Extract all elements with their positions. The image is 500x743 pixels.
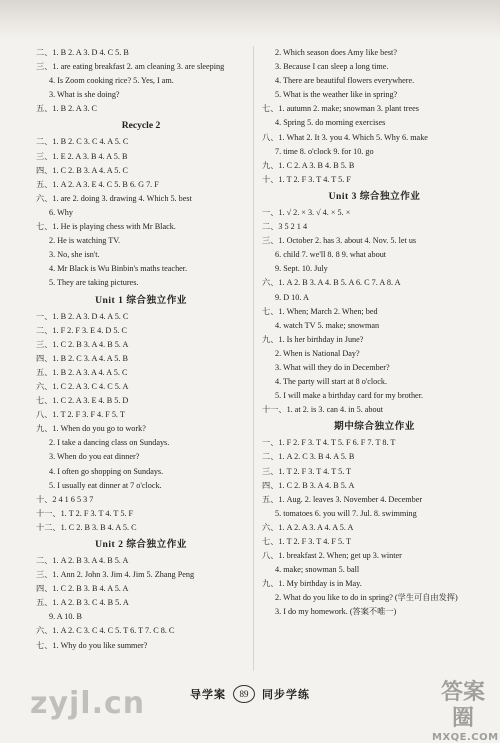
answer-line: 4. Spring 5. do morning exercises: [275, 118, 386, 128]
answer-line: 四、1. C 2. B 3. A 4. B 5. A: [262, 480, 355, 490]
answer-line: 十二、1. C 2. B 3. B 4. A 5. C: [36, 522, 137, 532]
answer-line: 7. time 8. o'clock 9. for 10. go: [275, 146, 374, 156]
answer-line: 三、1. Ann 2. John 3. Jim 4. Jim 5. Zhang Peng: [36, 570, 195, 580]
answer-line: 一、1. B 2. A 3. D 4. A 5. C: [36, 311, 129, 321]
answer-line: 2. He is watching TV.: [49, 236, 121, 246]
answer-line: 4. The party will start at 8 o'clock.: [275, 377, 388, 387]
answer-line: 七、1. C 2. A 3. E 4. B 5. D: [36, 396, 129, 406]
answer-line: 5. tomatoes 6. you will 7. Jul. 8. swimming: [275, 508, 417, 518]
answer-line: 五、1. B 2. A 3. A 4. A 5. C: [36, 367, 128, 377]
answer-line: 4. There are beautiful flowers everywhere.: [275, 76, 415, 86]
answer-line: 4. make; snowman 5. ball: [275, 565, 360, 575]
answer-line: 十一、1. T 2. F 3. T 4. T 5. F: [36, 508, 134, 518]
answer-line: 五、1. A 2. A 3. E 4. C 5. B 6. G 7. F: [36, 179, 159, 189]
answer-line: 九、1. When do you go to work?: [36, 424, 146, 434]
answer-line: 二、1. A 2. B 3. A 4. B 5. A: [36, 556, 129, 565]
answer-line: 6. child 7. we'll 8. 8 9. what about: [275, 250, 387, 260]
answer-line: 3. I do my homework. (答案不唯一): [275, 607, 397, 617]
column-divider: [253, 46, 254, 671]
answer-line: 十、1. T 2. F 3. T 4. T 5. F: [262, 174, 351, 184]
answer-line: 六、1. C 2. A 3. C 4. C 5. A: [36, 381, 129, 391]
answer-line: 八、1. T 2. F 3. F 4. F 5. T: [36, 410, 125, 420]
answer-line: 九、1. C 2. A 3. B 4. B 5. B: [262, 160, 355, 170]
answer-line: 七、1. When; March 2. When; bed: [262, 306, 378, 316]
answer-line: 3. What is she doing?: [49, 90, 120, 100]
answer-line: 一、1. F 2. F 3. T 4. T 5. F 6. F 7. T 8. T: [262, 438, 396, 448]
footer-title-left: 导学案: [190, 689, 226, 701]
answer-line: 四、1. B 2. C 3. A 4. A 5. B: [36, 353, 128, 363]
answer-line: 八、1. What 2. It 3. you 4. Which 5. Why 6. make: [262, 132, 428, 142]
answer-line: 九、1. Is her birthday in June?: [262, 334, 364, 344]
section-heading: Unit 3 综合独立作业: [328, 190, 421, 202]
right-answer-column: [262, 46, 487, 620]
answer-line: 四、1. C 2. B 3. B 4. A 5. A: [36, 584, 129, 594]
answer-line: 五、1. B 2. A 3. C: [36, 104, 97, 114]
answer-line: 5. I will make a birthday card for my brother.: [275, 391, 424, 401]
answer-line: 三、1. are eating breakfast 2. am cleaning 3. are sleeping: [36, 62, 225, 72]
page-footer: [0, 685, 500, 703]
answer-line: 4. Is Zoom cooking rice? 5. Yes, I am.: [49, 76, 174, 86]
answer-line: 4. Mr Black is Wu Binbin's maths teacher.: [49, 264, 188, 274]
answer-line: 六、1. A 2. A 3. A 4. A 5. A: [262, 522, 354, 532]
answer-line: 9. D 10. A: [275, 292, 309, 302]
answer-line: 四、1. C 2. B 3. A 4. A 5. C: [36, 165, 128, 175]
answer-line: 六、1. A 2. B 3. A 4. B 5. A 6. C 7. A 8. A: [262, 278, 401, 288]
answer-line: 3. What will they do in December?: [275, 362, 390, 372]
answer-line: 9. A 10. B: [49, 612, 82, 622]
answer-line: 二、3 5 2 1 4: [262, 222, 308, 232]
footer-title-right: 同步学练: [262, 689, 310, 701]
answer-line: 五、1. Aug. 2. leaves 3. November 4. December: [262, 494, 423, 504]
answer-line: 六、1. are 2. doing 3. drawing 4. Which 5. best: [36, 193, 192, 203]
answer-line: 二、1. B 2. A 3. D 4. C 5. B: [36, 48, 129, 57]
answer-line: 十、2 4 1 6 5 3 7: [36, 494, 94, 504]
answer-line: 3. No, she isn't.: [49, 250, 100, 260]
answer-line: 一、1. √ 2. × 3. √ 4. × 5. ×: [262, 207, 351, 217]
answer-line: 5. What is the weather like in spring?: [275, 90, 398, 100]
answer-line: 十一、1. at 2. is 3. can 4. in 5. about: [262, 405, 383, 415]
answer-line: 三、1. T 2. F 3. T 4. T 5. T: [262, 466, 352, 476]
page-number: 89: [233, 685, 255, 703]
answer-line: 二、1. F 2. F 3. E 4. D 5. C: [36, 325, 127, 335]
answer-line: 三、1. C 2. B 3. A 4. B 5. A: [36, 339, 129, 349]
page-top-shadow: [0, 0, 500, 40]
answer-line: 五、1. A 2. B 3. C 4. B 5. A: [36, 598, 129, 608]
section-heading: Recycle 2: [121, 120, 161, 132]
answer-line: 4. I often go shopping on Sundays.: [49, 466, 164, 476]
answer-line: 七、1. autumn 2. make; snowman 3. plant trees: [262, 104, 419, 114]
answer-line: 二、1. B 2. C 3. C 4. A 5. C: [36, 137, 129, 147]
answer-line: 5. I usually eat dinner at 7 o'clock.: [49, 480, 162, 490]
section-heading: Unit 2 综合独立作业: [95, 539, 187, 550]
watermark-site-text: MXQE.COM: [432, 732, 499, 743]
answer-line: 5. They are taking pictures.: [49, 278, 139, 288]
answer-line: 七、1. He is playing chess with Mr Black.: [36, 222, 176, 232]
answer-line: 9. Sept. 10. July: [275, 264, 328, 274]
answer-line: 4. watch TV 5. make; snowman: [275, 320, 380, 330]
answer-line: 三、1. E 2. A 3. B 4. A 5. B: [36, 151, 128, 161]
left-answer-column: [36, 46, 246, 653]
watermark-logo: [432, 680, 499, 743]
section-heading: 期中综合独立作业: [334, 421, 415, 433]
section-heading: Unit 1 综合独立作业: [95, 294, 187, 306]
answer-line: 七、1. T 2. F 3. T 4. F 5. T: [262, 537, 352, 546]
answer-line: 2. What do you like to do in spring? (学生可自由发挥): [275, 593, 458, 603]
answer-line: 八、1. breakfast 2. When; get up 3. winter: [262, 551, 402, 561]
answer-line: 三、1. October 2. has 3. about 4. Nov. 5. let us: [262, 236, 417, 246]
answer-line: 6. Why: [49, 207, 73, 217]
answer-line: 3. When do you eat dinner?: [49, 452, 140, 462]
answer-line: 2. When is National Day?: [275, 348, 360, 358]
watermark-left: zyjl.cn: [30, 686, 146, 721]
answer-line: 九、1. My birthday is in May.: [262, 579, 362, 589]
watermark-logo-text: 答案圈: [440, 680, 485, 731]
answer-line: 2. Which season does Amy like best?: [275, 48, 397, 57]
answer-line: 六、1. A 2. C 3. C 4. C 5. T 6. T 7. C 8. C: [36, 626, 175, 636]
answer-line: 3. Because I can sleep a long time.: [275, 62, 389, 72]
answer-line: 2. I take a dancing class on Sundays.: [49, 438, 170, 448]
answer-line: 七、1. Why do you like summer?: [36, 640, 148, 650]
answer-line: 二、1. A 2. C 3. B 4. A 5. B: [262, 452, 355, 462]
